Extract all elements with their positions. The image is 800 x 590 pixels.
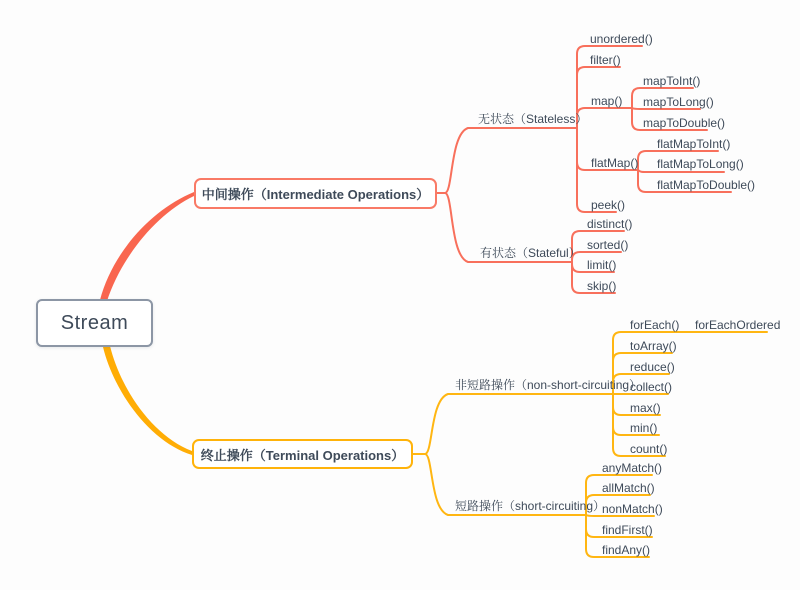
topic-intermediate-operations[interactable]: 中间操作（Intermediate Operations） (194, 178, 437, 209)
topic-maptodouble[interactable]: mapToDouble() (643, 116, 726, 130)
topic-findany[interactable]: findAny() (602, 543, 651, 557)
topic-stateful[interactable]: 有状态（Stateful） (480, 246, 581, 260)
trunk-terminal (103, 346, 192, 455)
topic-terminal-operations[interactable]: 终止操作（Terminal Operations） (192, 439, 413, 469)
topic-flatmaptodouble[interactable]: flatMapToDouble() (657, 178, 756, 192)
root-topic-stream[interactable]: Stream (36, 299, 153, 347)
topic-allmatch[interactable]: allMatch() (602, 481, 655, 495)
topic-foreach[interactable]: forEach() (630, 318, 680, 332)
topic-filter[interactable]: filter() (590, 53, 621, 67)
topic-toarray[interactable]: toArray() (630, 339, 677, 353)
topic-maptoint[interactable]: mapToInt() (643, 74, 701, 88)
topic-maptolong[interactable]: mapToLong() (643, 95, 714, 109)
topic-sorted[interactable]: sorted() (587, 238, 629, 252)
topic-short-circuiting[interactable]: 短路操作（short-circuiting） (455, 499, 606, 513)
trunk-intermediate (100, 192, 194, 301)
topic-flatmaptoint[interactable]: flatMapToInt() (657, 137, 731, 151)
topic-unordered[interactable]: unordered() (590, 32, 653, 46)
topic-min[interactable]: min() (630, 421, 658, 435)
topic-collect[interactable]: collect() (630, 380, 673, 394)
topic-anymatch[interactable]: anyMatch() (602, 461, 663, 475)
topic-non-short-circuiting[interactable]: 非短路操作（non-short-circuiting） (455, 378, 642, 392)
topic-limit[interactable]: limit() (587, 258, 617, 272)
topic-flatmaptolong[interactable]: flatMapToLong() (657, 157, 744, 171)
topic-skip[interactable]: skip() (587, 279, 617, 293)
topic-foreachordered[interactable]: forEachOrdered (695, 318, 781, 332)
topic-flatmap[interactable]: flatMap() (591, 156, 639, 170)
topic-max[interactable]: max() (630, 401, 661, 415)
topic-stateless[interactable]: 无状态（Stateless） (478, 112, 588, 126)
topic-findfirst[interactable]: findFirst() (602, 523, 653, 537)
terminal-wires (412, 332, 767, 557)
topic-peek[interactable]: peek() (591, 198, 626, 212)
topic-count[interactable]: count() (630, 442, 668, 456)
topic-map[interactable]: map() (591, 94, 623, 108)
topic-reduce[interactable]: reduce() (630, 360, 675, 374)
topic-nonmatch[interactable]: nonMatch() (602, 502, 663, 516)
topic-distinct[interactable]: distinct() (587, 217, 633, 231)
